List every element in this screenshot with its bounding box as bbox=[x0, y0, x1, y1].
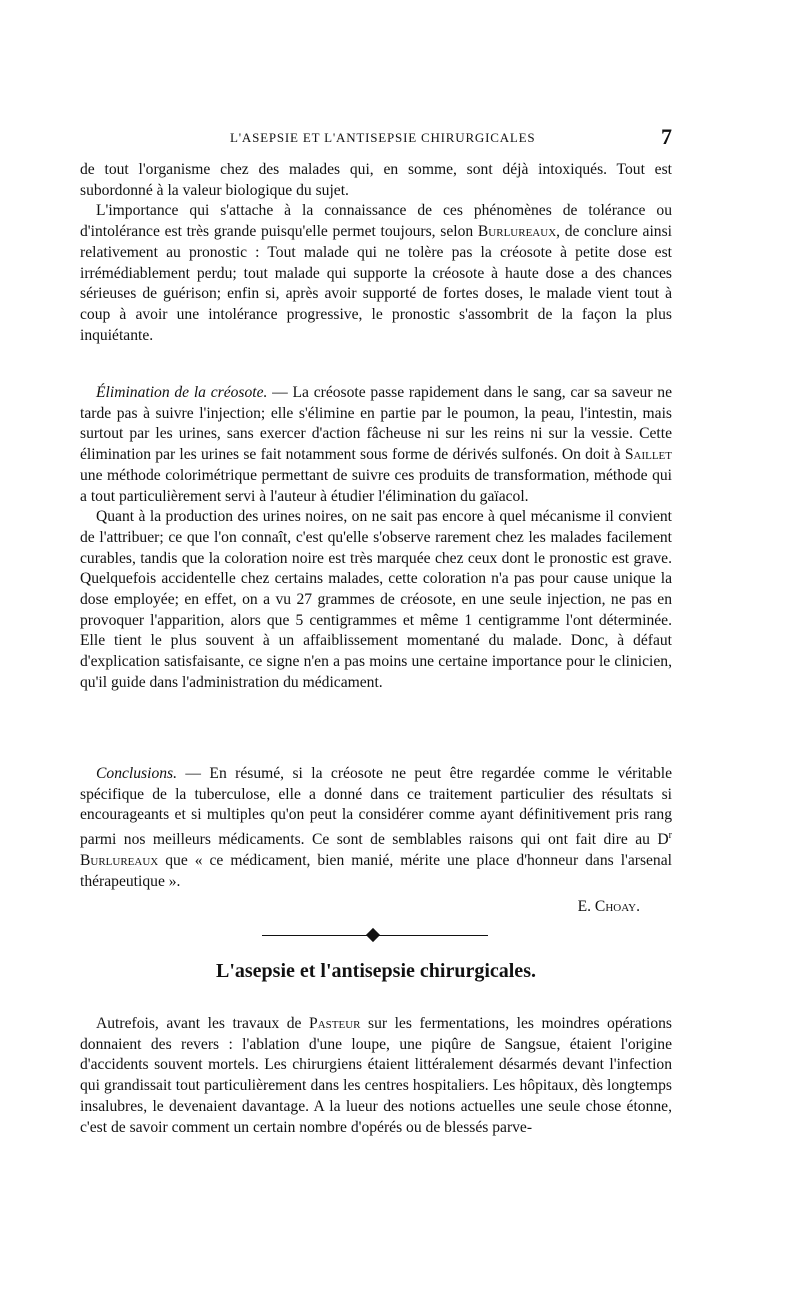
signature-initial: E. bbox=[577, 898, 592, 915]
page-number: 7 bbox=[661, 124, 672, 149]
paragraph bbox=[80, 383, 672, 507]
paragraph bbox=[80, 507, 672, 693]
paragraph-text: Autrefois, avant les travaux de bbox=[96, 1015, 310, 1032]
intro-block bbox=[80, 160, 672, 346]
paragraph-text: une méthode colorimétrique permettant de suivre ces produits de transformation, méthode qui a tout particulièrement servi à l'auteur à étudier l'élimination du gaïacol. bbox=[80, 466, 672, 505]
signature-name: Choay. bbox=[594, 898, 640, 915]
paragraph-text: L'importance qui s'attache à la connaissance de ces phénomènes de tolérance ou d'intolérance est très grande puisqu'elle permet toujours, selon bbox=[80, 202, 672, 241]
section-heading: Conclusions. bbox=[96, 765, 178, 782]
paragraph-text: sur les fermentations, les moindres opérations donnaient des revers : l'ablation d'une loupe, une piqûre de Sangsue, étaient l'origine d'accidents souvent mortels. Les chirurgiens étaient littéralement désarmés devant l'infection qui grandissait tout particulièrement dans les centres hospitaliers. Les hôpitaux, dès longtemps insalubres, le devenaient davantage. A la lueur des notions actuelles une seule chose étonne, c'est de savoir comment un certain nombre d'opérés ou de blessés parve- bbox=[80, 1015, 672, 1136]
author-name: Saillet bbox=[624, 446, 672, 464]
running-header bbox=[80, 126, 680, 148]
author-name: Burlureaux bbox=[477, 223, 557, 241]
paragraph bbox=[80, 201, 672, 346]
section-title: L'asepsie et l'antisepsie chirurgicales. bbox=[216, 960, 536, 982]
paragraph-text: que « ce médicament, bien manié, mérite une place d'honneur dans l'arsenal thérapeutique ». bbox=[80, 852, 672, 890]
paragraph bbox=[80, 160, 672, 201]
author-name: Pasteur bbox=[309, 1015, 361, 1032]
paragraph bbox=[80, 1014, 672, 1138]
paragraph-text: , de conclure ainsi relativement au pronostic : Tout malade qui ne tolère pas la créosote à petite dose est irrémédiablement perdu; tout malade qui supporte la créosote à haute dose a des chances sérieuses de guérison; enfin si, après avoir supporté de fortes doses, le malade vient tout à coup à avoir une intolérance progressive, le pronostic s'assombrit de la façon la plus inquiétante. bbox=[80, 223, 672, 344]
paragraph-text: de tout l'organisme chez des malades qui, en somme, sont déjà intoxiqués. Tout est subordonné à la valeur biologique du sujet. bbox=[80, 161, 672, 199]
paragraph-text: — En résumé, si la créosote ne peut être regardée comme le véritable spécifique de la tuberculose, elle a donné dans ce traitement particulier des résultats si encourageants et si multiples qu'on peut la considérer comme ayant définitivement pris rang parmi nos meilleurs médicaments. Ce sont de semblables raisons qui ont fait dire au D bbox=[80, 765, 672, 849]
section-heading: Élimination de la créosote. bbox=[96, 384, 268, 401]
elimination-block bbox=[80, 383, 672, 694]
paragraph bbox=[80, 764, 672, 892]
paragraph-text: — La créosote passe rapidement dans le sang, car sa saveur ne tarde pas à suivre l'injection; elle s'élimine en partie par le poumon, la peau, l'intestin, mais surtout par les urines, sans exercer d'action fâcheuse ni sur les reins ni sur la vessie. Cette élimination par les urines se fait notamment sous forme de dérivés sulfonés. On doit à bbox=[80, 384, 673, 464]
conclusions-block bbox=[80, 764, 672, 892]
signature bbox=[578, 898, 640, 916]
diamond-ornament-icon bbox=[366, 928, 380, 942]
author-name: Burlureaux bbox=[80, 852, 159, 869]
asepsie-block bbox=[80, 1014, 672, 1138]
paragraph-text: Quant à la production des urines noires, on ne sait pas encore à quel mécanisme il convient de l'attribuer; ce que l'on connaît, c'est qu'elle s'observe rarement chez les malades facilement curables, tandis que la coloration noire est très marquée chez ceux dont le pronostic est grave. Quelquefois accidentelle chez certains malades, cette coloration n'a pas pour cause unique la dose employée; en effet, on a vu 27 grammes de créosote, en une seule injection, ne pas en provoquer l'apparition, alors que 5 centigrammes et même 1 centigramme l'ont déterminée. Elle tient le plus souvent à un affaiblissement momentané du malade. Donc, à défaut d'explication satisfaisante, ce signe n'en a pas moins une certaine importance pour le clinicien, qu'il guide dans l'administration du médicament. bbox=[80, 508, 672, 691]
running-title: L'ASEPSIE ET L'ANTISEPSIE CHIRURGICALES bbox=[230, 130, 536, 145]
section-divider bbox=[262, 928, 488, 942]
superscript: r bbox=[668, 830, 672, 842]
